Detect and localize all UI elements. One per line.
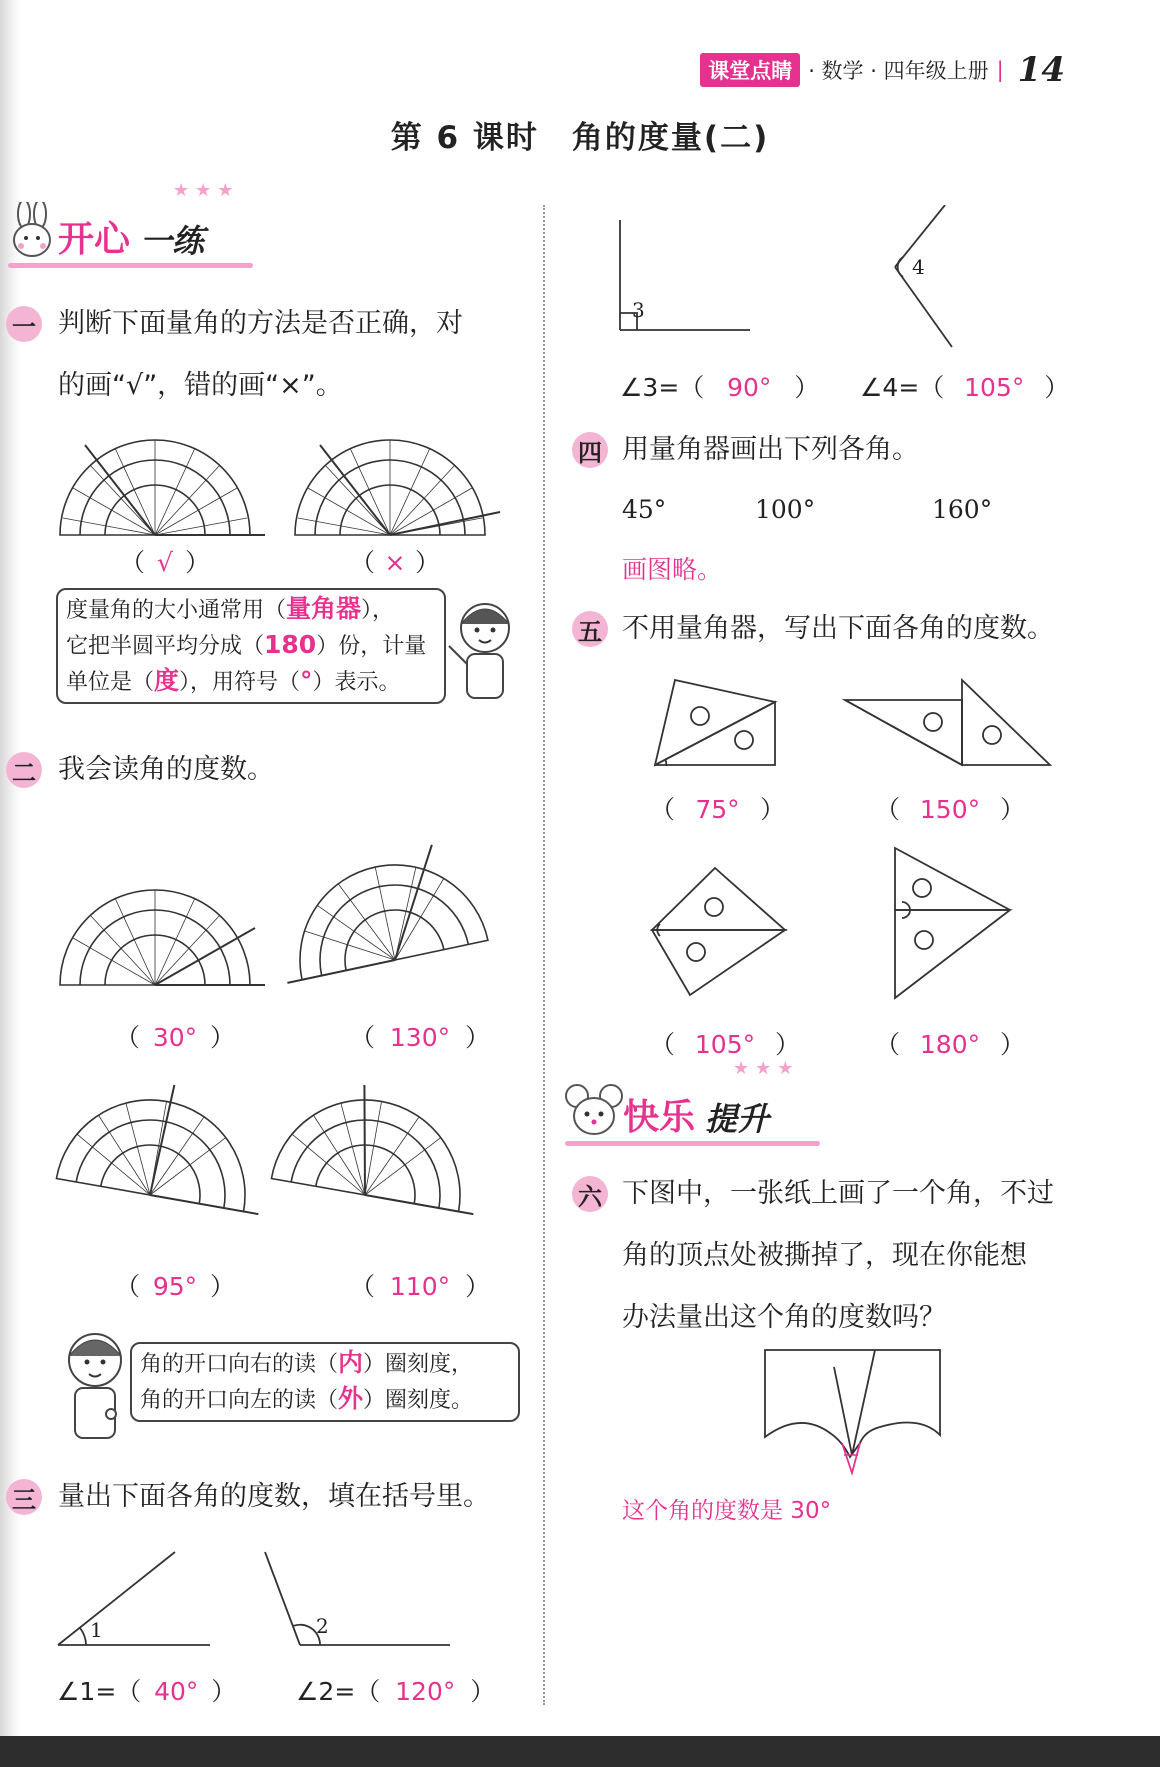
q3-answer-4: ∠4=（ 105° ） bbox=[860, 373, 1070, 402]
question-6-line-1: 下图中，一张纸上画了一个角，不过 bbox=[622, 1178, 1054, 1209]
q4-angle-2: 100° bbox=[755, 495, 816, 524]
section-banner-improve bbox=[565, 1058, 825, 1140]
protractor-d bbox=[266, 840, 488, 983]
question-1-line-2: 的画“√”，错的画“×”。 bbox=[58, 370, 343, 401]
triangle-figures-row1 bbox=[640, 670, 1060, 770]
header-separator: | bbox=[996, 58, 1004, 82]
protractor-f bbox=[271, 1085, 492, 1214]
protractor-c bbox=[60, 890, 265, 985]
section-banner-practice bbox=[8, 180, 258, 262]
question-number-3: 三 bbox=[6, 1479, 42, 1515]
brand-badge: 课堂点睛 bbox=[700, 53, 800, 87]
bottom-bar bbox=[0, 1736, 1160, 1767]
q2-tip-box: 角的开口向右的读（内）圈刻度， 角的开口向左的读（外）圈刻度。 bbox=[130, 1342, 520, 1422]
question-5-text: 不用量角器，写出下面各角的度数。 bbox=[622, 613, 1054, 644]
q1-tip-box: 度量角的大小通常用（量角器）， 它把半圆平均分成（180）份，计量 单位是（度），用符号（°）表示。 bbox=[56, 588, 446, 704]
q4-answer: 画图略。 bbox=[622, 555, 723, 584]
question-6-line-3: 办法量出这个角的度数吗？ bbox=[622, 1302, 946, 1333]
question-number-4: 四 bbox=[572, 432, 608, 468]
angle-mark-2: 2 bbox=[316, 1614, 329, 1638]
q5-answer-2: （ 150° ） bbox=[875, 795, 1026, 824]
angle-mark-3: 3 bbox=[632, 298, 645, 322]
angle-figures-1-2 bbox=[50, 1540, 470, 1650]
q3-answer-1: ∠1=（ 40° ） bbox=[57, 1677, 237, 1706]
boy-figure-icon bbox=[445, 598, 525, 718]
book-info: · 数学 · 四年级上册 bbox=[808, 59, 989, 83]
angle-mark-4: 4 bbox=[912, 255, 925, 279]
question-1-text bbox=[58, 293, 528, 417]
q3-answer-2: ∠2=（ 120° ） bbox=[296, 1677, 496, 1706]
lesson-title: 第 6 课时 角的度量(二) bbox=[390, 120, 770, 156]
stars-icon: ★★★ bbox=[173, 180, 240, 201]
page-number: 14 bbox=[1017, 50, 1065, 90]
question-number-5: 五 bbox=[572, 611, 608, 647]
question-3-text: 量出下面各角的度数，填在括号里。 bbox=[58, 1481, 490, 1512]
question-number-1: 一 bbox=[6, 306, 42, 342]
stars-icon: ★★★ bbox=[733, 1058, 800, 1079]
triangle-figures-row2 bbox=[640, 840, 1060, 1010]
question-2-text: 我会读角的度数。 bbox=[58, 754, 274, 785]
q4-angle-1: 45° bbox=[622, 495, 667, 524]
protractor-figures-q2-row2 bbox=[50, 1085, 530, 1250]
banner-underline bbox=[565, 1141, 820, 1146]
girl-figure-icon bbox=[55, 1322, 135, 1447]
q6-answer: 这个角的度数是 30° bbox=[622, 1498, 832, 1524]
protractor-figures-q1 bbox=[55, 430, 535, 540]
q2-answer-1: （ 30° ） bbox=[115, 1023, 236, 1052]
banner-word-2: 一练 bbox=[140, 222, 205, 260]
mouse-icon bbox=[565, 1082, 623, 1140]
q3-answer-3: ∠3=（ 90° ） bbox=[620, 373, 820, 402]
q4-angle-3: 160° bbox=[932, 495, 993, 524]
banner-word-2: 提升 bbox=[705, 1100, 770, 1138]
protractor-b bbox=[295, 440, 500, 535]
protractor-e bbox=[56, 1085, 278, 1214]
banner-word-1: 开心 bbox=[58, 219, 131, 260]
question-number-6: 六 bbox=[572, 1176, 608, 1212]
q5-answer-4: （ 180° ） bbox=[875, 1030, 1026, 1059]
angle-figures-3-4 bbox=[610, 205, 970, 350]
question-4-text: 用量角器画出下列各角。 bbox=[622, 434, 919, 465]
protractor-a bbox=[60, 440, 265, 535]
question-6-text bbox=[622, 1163, 1092, 1349]
q2-answer-3: （ 95° ） bbox=[115, 1272, 236, 1301]
banner-word-1: 快乐 bbox=[623, 1097, 696, 1138]
q2-answer-4: （ 110° ） bbox=[350, 1272, 491, 1301]
torn-paper-figure bbox=[760, 1345, 950, 1475]
q5-answer-3: （ 105° ） bbox=[650, 1030, 801, 1059]
q2-answer-2: （ 130° ） bbox=[350, 1023, 491, 1052]
q5-answer-1: （ 75° ） bbox=[650, 795, 786, 824]
angle-mark-1: 1 bbox=[90, 1618, 103, 1642]
page-header bbox=[700, 50, 1065, 90]
column-divider bbox=[543, 205, 545, 1705]
question-6-line-2: 角的顶点处被撕掉了，现在你能想 bbox=[622, 1240, 1027, 1271]
question-1-line-1: 判断下面量角的方法是否正确，对 bbox=[58, 308, 463, 339]
q1-answer-a: （ √ ） bbox=[120, 548, 211, 577]
question-number-2: 二 bbox=[6, 752, 42, 788]
q1-answer-b: （ × ） bbox=[350, 548, 441, 577]
banner-underline bbox=[8, 263, 253, 268]
protractor-figures-q2-row1 bbox=[55, 840, 535, 1000]
rabbit-icon bbox=[8, 202, 58, 262]
